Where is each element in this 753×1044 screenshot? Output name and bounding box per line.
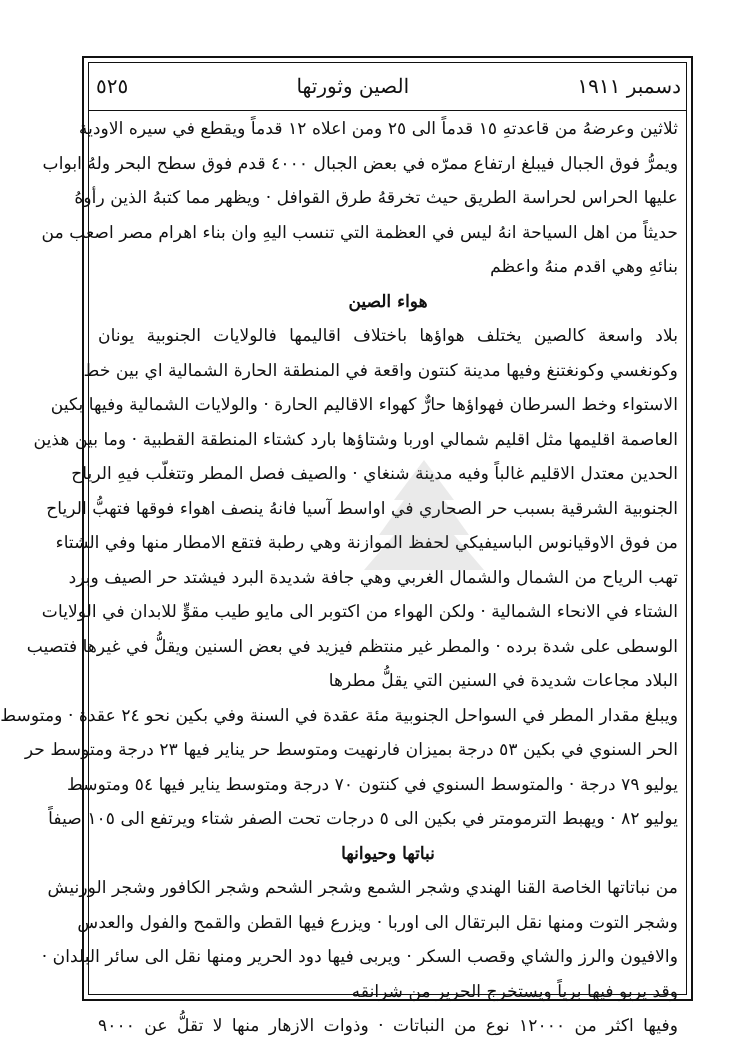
text-line: ويمرُّ فوق الجبال فيبلغ ارتفاع ممرّه في بعض الجبال ٤٠٠٠ قدم فوق سطح البحر ولهُ ابواب (42, 153, 678, 174)
header-title: الصين وثورتها (296, 74, 410, 98)
text-line: وقد يربو فيها برياً ويستخرج الحرير من شرانقهِ (351, 981, 678, 1002)
text-line: من نباتاتها الخاصة القنا الهندي وشجر الشمع وشجر الشحم وشجر الكافور وشجر الورنيش (47, 878, 678, 898)
header-date: دسمبر ١٩١١ (577, 74, 681, 98)
body-text (0, 112, 678, 1044)
text-line: الحدين معتدل الاقليم غالباً وفيه مدينة شنغاي · والصيف فصل المطر وتتغلّب فيهِ الرياح (71, 464, 678, 484)
text-line: الاستواء وخط السرطان فهواؤها حارٌّ كهواء الاقاليم الحارة · والولايات الشمالية وفيها بكين (50, 395, 678, 415)
text-line: تهب الرياح من الشمال والشمال الغربي وهي جافة شديدة البرد فيشتد حر الصيف وبرد (68, 567, 678, 588)
text-line: العاصمة اقليمها مثل اقليم شمالي اوربا وشتاؤها بارد كشتاء المنطقة القطبية · وما بين هذين (33, 429, 678, 450)
running-header (96, 66, 681, 106)
text-line: من فوق الاوقيانوس الباسيفيكي لحفظ الموازنة وهي رطبة فتقع الامطار منها وفي الشتاء (55, 533, 678, 553)
page-number: ٥٢٥ (96, 74, 129, 98)
text-line: عليها الحراس لحراسة الطريق حيث تخرقهُ طرق القوافل · ويظهر مما كتبهُ الذين رأوهُ (74, 188, 678, 208)
text-line: ويبلغ مقدار المطر في السواحل الجنوبية مئة عقدة في السنة وفي بكين نحو ٢٤ عقدة · ومتوسط (0, 705, 678, 726)
text-line: والافيون والرز والشاي وقصب السكر · ويربى فيها دود الحرير ومنها نقل الى سائر البلدان · (41, 947, 678, 967)
text-line: وكونغسي وكونغتنغ وفيها مدينة كنتون واقعة في المنطقة الحارة الشمالية اي بين خط (83, 360, 678, 381)
text-line: البلاد مجاعات شديدة في السنين التي يقلُّ مطرها (328, 671, 678, 691)
text-line: الشتاء في الانحاء الشمالية · ولكن الهواء من اكتوبر الى مايو طيب مقوٍّ للابدان في الولايات (41, 602, 678, 622)
text-line: بلاد واسعة كالصين يختلف هواؤها باختلاف اقاليمها فالولايات الجنوبية يونان (98, 326, 678, 346)
text-line: يوليو ٧٩ درجة · والمتوسط السنوي في كنتون ٧٠ درجة ومتوسط يناير فيها ٥٤ ومتوسط (66, 774, 678, 795)
text-line: يوليو ٨٢ · ويهبط الترمومتر في بكين الى ٥ درجات تحت الصفر شتاء ويرتفع الى ١٠٥ صيفاً (48, 809, 678, 829)
text-line: الحر السنوي في بكين ٥٣ درجة بميزان فارنهيت ومتوسط حر يناير فيها ٢٣ درجة ومتوسط حر (24, 740, 678, 760)
text-line: الوسطى على شدة برده · والمطر غير منتظم فيزيد في بعض السنين ويقلُّ في غيرها فتصيب (26, 636, 678, 657)
text-line: وفيها اكثر من ١٢٠٠٠ نوع من النباتات · وذوات الازهار منها لا تقلُّ عن ٩٠٠٠ (98, 1016, 678, 1036)
text-line: وشجر التوت ومنها نقل البرتقال الى اوربا · ويزرع فيها القطن والقمح والفول والعدس (77, 912, 678, 933)
header-divider (88, 110, 687, 111)
section-heading-flora-fauna: نباتها وحيوانها (341, 843, 435, 864)
text-line: ثلاثين وعرضهُ من قاعدتهِ ١٥ قدماً الى ٢٥ ومن اعلاه ١٢ قدماً ويقطع في سيره الاودية (78, 119, 678, 139)
text-line: الجنوبية الشرقية بسبب حر الصحاري في اواسط آسيا فانهُ ينصف اهواء فوقها فتهبُّ الرياح (46, 498, 678, 519)
text-line: بنائهِ وهي اقدم منهُ واعظم (490, 257, 678, 277)
section-heading-climate: هواء الصين (348, 291, 428, 312)
text-line: حديثاً من اهل السياحة انهُ ليس في العظمة التي تنسب اليهِ وان بناء اهرام مصر اصعب من (41, 222, 678, 243)
